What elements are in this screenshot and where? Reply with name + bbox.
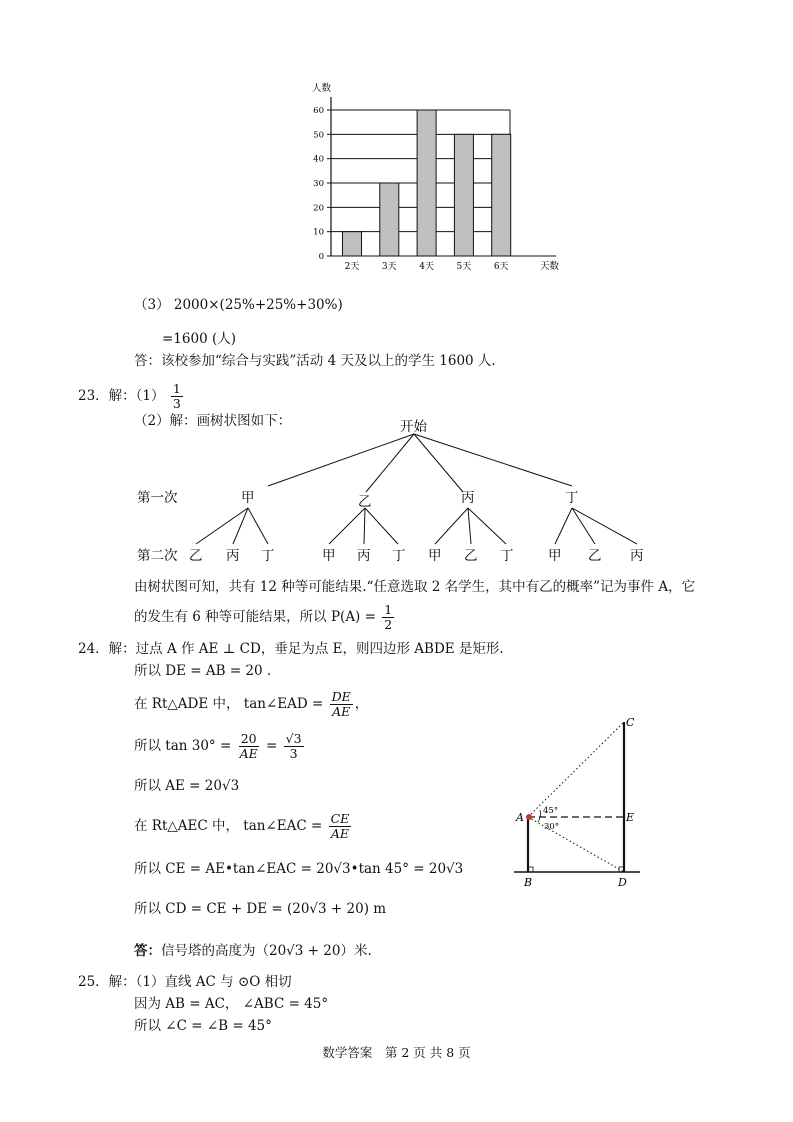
chart-ytick-label: 30 [313,179,324,189]
q22-part3-result: =1600 (人) [162,331,236,347]
chart-bar [343,232,362,256]
chart-ytick-label: 10 [313,227,324,238]
chart-ytick-label: 50 [313,130,324,141]
point-label-d: D [618,876,627,889]
q24-line2: 所以 DE = AB = 20 . [134,663,272,679]
q24-line4: 所以 tan 30° = $\frac{20}{AE}$ = $\frac{√3}{3}$ [134,731,302,761]
q24-line6: 在 Rt△AEC 中， tan∠EAC = $\frac{CE}{AE}$ [134,811,350,841]
chart-xlabel: 天数 [540,261,560,272]
q23-conclusion-line2: 的发生有 6 种等可能结果，所以 P(A) = $\frac{1}{2}$ [134,602,393,632]
tree-second-node: 丙 [357,548,371,564]
bar-chart [0,0,793,300]
chart-ytick-label: 20 [313,203,324,214]
chart-bar [380,183,399,256]
q25-line3: 所以 ∠C = ∠B = 45° [134,1018,272,1034]
q23-label: 23．解：（1） $\frac{1}{3}$ [78,381,181,411]
chart-xtick-label: 2天 [344,262,360,272]
q24-line1: 24．解：过点 A 作 AE ⊥ CD，垂足为点 E，则四边形 ABDE 是矩形. [78,641,504,657]
chart-ytick-label: 0 [318,252,324,262]
chart-xtick-label: 5天 [456,262,472,272]
q25-line1: 25．解：（1）直线 AC 与 ⊙O 相切 [78,974,292,990]
tree-second-node: 丙 [226,548,240,564]
chart-ytick-label: 60 [313,106,324,116]
chart-bar [417,110,436,256]
tree-second-node: 丙 [630,548,644,564]
q23-part2-text: （2）解：画树状图如下： [134,413,292,429]
angle-label-45: 45° [543,806,559,816]
q25-line2: 因为 AB = AC， ∠ABC = 45° [134,996,329,1012]
tree-row2-label: 第二次 [137,548,178,564]
q23-conclusion-line1: 由树状图可知，共有 12 种等可能结果.“任意选取 2 名学生，其中有乙的概率”记为事件 A，它 [134,579,696,595]
chart-bar [454,134,473,256]
tree-first-node: 丙 [461,490,475,506]
tree-second-node: 乙 [588,548,602,564]
q24-line7: 所以 CE = AE•tan∠EAC = 20√3•tan 45° = 20√3 [134,861,464,877]
page-footer: 数学答案 第 2 页 共 8 页 [322,1045,471,1060]
tree-row1-label: 第一次 [137,490,178,506]
tree-second-node: 丁 [500,548,514,564]
tree-second-node: 甲 [428,548,442,564]
point-label-b: B [524,876,533,889]
q24-line3: 在 Rt△ADE 中， tan∠EAD = $\frac{DE}{AE}$ ， [134,689,369,719]
tree-second-node: 乙 [464,548,478,564]
tower-diagram [0,710,793,910]
tree-second-node: 乙 [189,548,203,564]
chart-xtick-label: 6天 [493,262,509,272]
tree-second-node: 甲 [322,548,336,564]
chart-ytick-label: 40 [313,154,324,165]
tree-first-node: 甲 [241,490,255,506]
q22-part3-expression: （3） 2000×(25%+25%+30%) [134,297,343,313]
q23-probability-fraction: $\frac{1}{2}$ [384,602,393,632]
q24-line5: 所以 AE = 20√3 [134,778,240,794]
chart-ylabel: 人数 [312,83,332,94]
point-label-c: C [626,716,635,729]
chart-xtick-label: 4天 [419,262,434,272]
chart-bar [492,134,511,256]
tree-diagram [0,412,793,572]
q23-part1-fraction: $\frac{1}{3}$ [172,381,181,411]
angle-label-30: 30° [544,822,560,832]
point-label-a: A [516,811,524,824]
tree-second-node: 丁 [261,548,275,564]
q24-line8: 所以 CD = CE + DE = (20√3 + 20) m [134,901,387,917]
tree-second-node: 丁 [392,548,406,564]
tree-root: 开始 [400,419,427,435]
point-label-e: E [626,811,635,824]
tree-second-node: 甲 [548,548,562,564]
tree-first-node: 丁 [565,490,579,506]
tree-first-node: 乙 [358,494,372,510]
chart-xtick-label: 3天 [381,262,397,272]
q24-answer: 答：信号塔的高度为（20√3 + 20）米. [134,943,372,959]
q22-answer: 答：该校参加“综合与实践”活动 4 天及以上的学生 1600 人. [134,353,496,369]
